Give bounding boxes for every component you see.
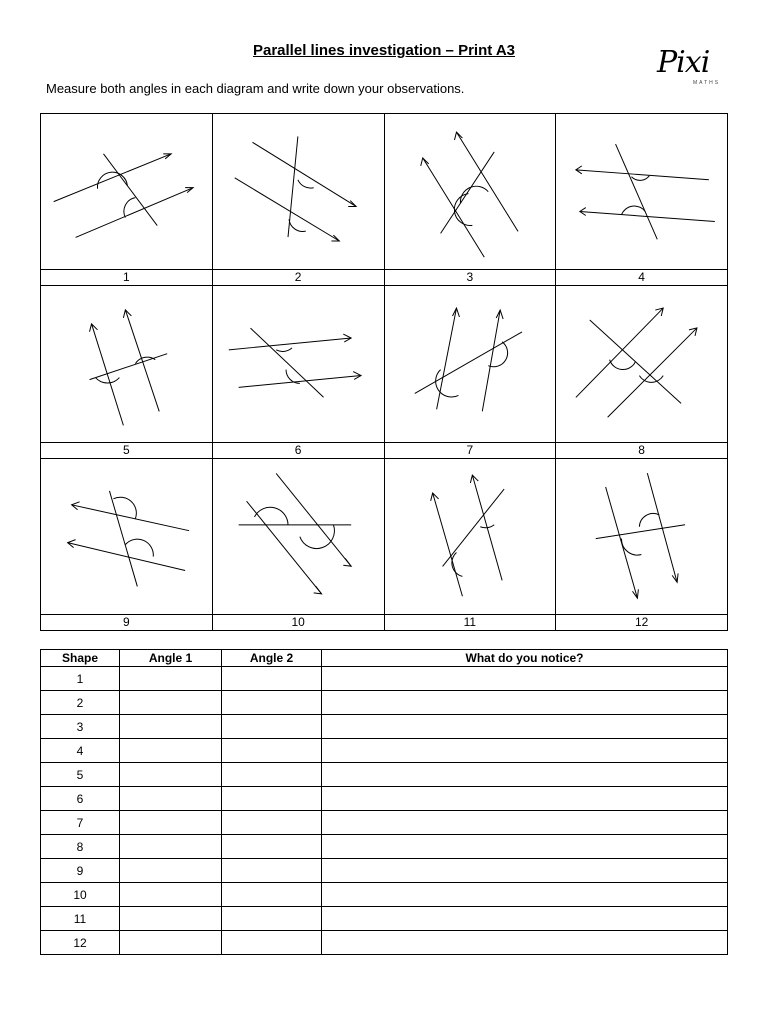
header-shape: Shape <box>41 650 120 667</box>
diagram-cell <box>556 286 728 458</box>
instructions: Measure both angles in each diagram and write down your observations. <box>46 81 465 96</box>
table-header-row <box>41 650 728 667</box>
notice-cell[interactable] <box>322 691 728 715</box>
angle-2-cell[interactable] <box>222 739 322 763</box>
logo-text: Pixi <box>657 45 710 80</box>
diagram-label: 8 <box>556 442 727 458</box>
angle-1-cell[interactable] <box>120 931 222 955</box>
table-row <box>41 787 728 811</box>
shape-number-cell: 7 <box>41 811 120 835</box>
diagram-cell <box>41 459 213 631</box>
table-row <box>41 739 728 763</box>
angle-2-cell[interactable] <box>222 763 322 787</box>
page-title: Parallel lines investigation – Print A3 <box>252 42 516 59</box>
angle-2-cell[interactable] <box>222 715 322 739</box>
diagram-10 <box>213 459 384 614</box>
angle-1-cell[interactable] <box>120 811 222 835</box>
notice-cell[interactable] <box>322 739 728 763</box>
angle-2-cell[interactable] <box>222 835 322 859</box>
notice-cell[interactable] <box>322 667 728 691</box>
angle-1-cell[interactable] <box>120 835 222 859</box>
table-row <box>41 811 728 835</box>
diagram-label: 7 <box>385 442 556 458</box>
angle-2-cell[interactable] <box>222 883 322 907</box>
diagram-label: 6 <box>213 442 384 458</box>
diagram-label: 2 <box>213 269 384 285</box>
notice-cell[interactable] <box>322 811 728 835</box>
diagram-cell <box>213 114 385 286</box>
shape-number-cell: 5 <box>41 763 120 787</box>
notice-cell[interactable] <box>322 859 728 883</box>
angle-1-cell[interactable] <box>120 907 222 931</box>
diagram-cell <box>385 114 557 286</box>
shape-number-cell: 1 <box>41 667 120 691</box>
diagram-8 <box>556 286 727 441</box>
shape-number-cell: 12 <box>41 931 120 955</box>
diagram-label: 3 <box>385 269 556 285</box>
angle-1-cell[interactable] <box>120 787 222 811</box>
diagram-label: 11 <box>385 614 556 630</box>
shape-number-cell: 6 <box>41 787 120 811</box>
diagram-label: 4 <box>556 269 727 285</box>
shape-number-cell: 2 <box>41 691 120 715</box>
angle-1-cell[interactable] <box>120 883 222 907</box>
notice-cell[interactable] <box>322 907 728 931</box>
shape-number-cell: 9 <box>41 859 120 883</box>
notice-cell[interactable] <box>322 835 728 859</box>
shape-number-cell: 10 <box>41 883 120 907</box>
diagram-label: 5 <box>41 442 212 458</box>
diagram-cell <box>556 114 728 286</box>
table-row <box>41 907 728 931</box>
angle-1-cell[interactable] <box>120 691 222 715</box>
diagram-6 <box>213 286 384 441</box>
angle-1-cell[interactable] <box>120 715 222 739</box>
diagram-12 <box>556 459 727 614</box>
diagram-5 <box>41 286 212 441</box>
angle-1-cell[interactable] <box>120 763 222 787</box>
table-row <box>41 931 728 955</box>
diagram-grid <box>40 113 728 631</box>
logo-subtext: MATHS <box>693 80 721 86</box>
table-row <box>41 835 728 859</box>
diagram-3 <box>385 114 556 269</box>
diagram-label: 12 <box>556 614 727 630</box>
results-table <box>40 649 728 955</box>
angle-1-cell[interactable] <box>120 667 222 691</box>
shape-number-cell: 11 <box>41 907 120 931</box>
header-angle-1: Angle 1 <box>120 650 222 667</box>
diagram-11 <box>385 459 556 614</box>
angle-2-cell[interactable] <box>222 931 322 955</box>
angle-2-cell[interactable] <box>222 787 322 811</box>
diagram-cell <box>41 114 213 286</box>
table-row <box>41 763 728 787</box>
diagram-label: 9 <box>41 614 212 630</box>
notice-cell[interactable] <box>322 715 728 739</box>
table-row <box>41 883 728 907</box>
angle-2-cell[interactable] <box>222 907 322 931</box>
shape-number-cell: 8 <box>41 835 120 859</box>
diagram-label: 1 <box>41 269 212 285</box>
diagram-1 <box>41 114 212 269</box>
diagram-2 <box>213 114 384 269</box>
diagram-cell <box>213 459 385 631</box>
table-row <box>41 691 728 715</box>
angle-2-cell[interactable] <box>222 859 322 883</box>
angle-2-cell[interactable] <box>222 811 322 835</box>
shape-number-cell: 3 <box>41 715 120 739</box>
diagram-9 <box>41 459 212 614</box>
angle-1-cell[interactable] <box>120 859 222 883</box>
shape-number-cell: 4 <box>41 739 120 763</box>
notice-cell[interactable] <box>322 883 728 907</box>
pixi-maths-logo <box>655 46 725 96</box>
notice-cell[interactable] <box>322 787 728 811</box>
diagram-4 <box>556 114 727 269</box>
diagram-label: 10 <box>213 614 384 630</box>
angle-2-cell[interactable] <box>222 667 322 691</box>
diagram-cell <box>385 459 557 631</box>
diagram-cell <box>213 286 385 458</box>
diagram-cell <box>556 459 728 631</box>
angle-2-cell[interactable] <box>222 691 322 715</box>
angle-1-cell[interactable] <box>120 739 222 763</box>
diagram-cell <box>41 286 213 458</box>
diagram-7 <box>385 286 556 441</box>
table-row <box>41 667 728 691</box>
header-angle-2: Angle 2 <box>222 650 322 667</box>
notice-cell[interactable] <box>322 931 728 955</box>
notice-cell[interactable] <box>322 763 728 787</box>
table-row <box>41 715 728 739</box>
table-row <box>41 859 728 883</box>
diagram-cell <box>385 286 557 458</box>
header-notice: What do you notice? <box>322 650 728 667</box>
